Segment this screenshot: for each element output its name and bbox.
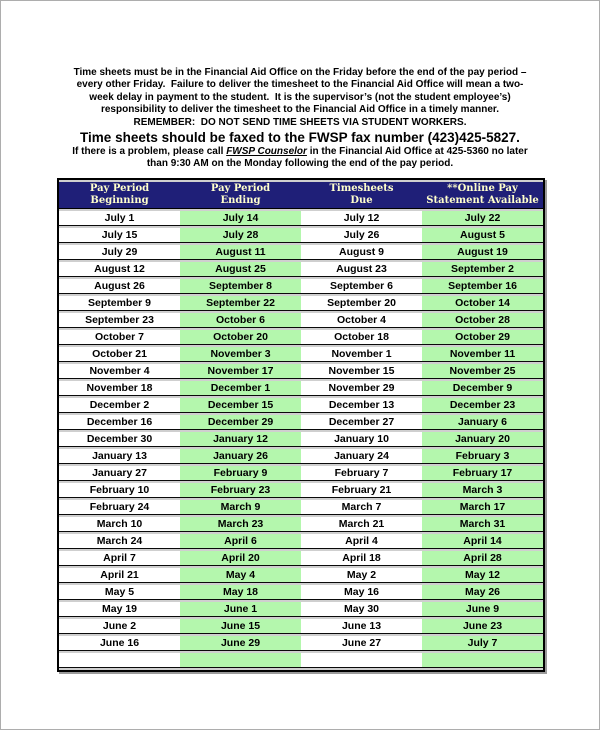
online-pay-statement-cell: August 5 — [422, 228, 543, 243]
table-row — [59, 262, 543, 277]
header-line: **Online Pay — [447, 183, 518, 194]
pay-period-beginning-cell: February 10 — [59, 483, 180, 498]
problem-suffix: in the Financial Aid Office at 425-5360 no later — [306, 146, 528, 158]
pay-period-ending-cell: April 20 — [180, 551, 301, 566]
pay-period-ending-cell: May 18 — [180, 585, 301, 600]
online-pay-statement-cell: March 17 — [422, 500, 543, 515]
pay-period-ending-cell: November 3 — [180, 347, 301, 362]
pay-period-ending-cell: February 23 — [180, 483, 301, 498]
timesheets-due-cell: May 16 — [301, 585, 422, 600]
pay-period-ending-cell: April 6 — [180, 534, 301, 549]
table-row — [59, 449, 543, 464]
table-row — [59, 568, 543, 583]
table-row — [59, 551, 543, 566]
online-pay-statement-cell: April 14 — [422, 534, 543, 549]
table-row — [59, 602, 543, 617]
table-row — [59, 313, 543, 328]
pay-period-beginning-cell: July 15 — [59, 228, 180, 243]
table-row — [59, 364, 543, 379]
header-timesheets-due — [301, 182, 422, 209]
pay-period-beginning-cell: April 7 — [59, 551, 180, 566]
pay-period-beginning-cell: July 1 — [59, 211, 180, 226]
timesheets-due-cell: March 21 — [301, 517, 422, 532]
table-row — [59, 228, 543, 243]
table-row — [59, 245, 543, 260]
pay-period-beginning-cell: September 23 — [59, 313, 180, 328]
online-pay-statement-cell: September 2 — [422, 262, 543, 277]
online-pay-statement-cell: August 19 — [422, 245, 543, 260]
timesheets-due-cell: November 1 — [301, 347, 422, 362]
online-pay-statement-cell: January 20 — [422, 432, 543, 447]
pay-period-ending-cell: June 29 — [180, 636, 301, 651]
table-row — [59, 296, 543, 311]
pay-period-ending-cell: March 23 — [180, 517, 301, 532]
timesheets-due-cell: December 27 — [301, 415, 422, 430]
pay-period-ending-cell: June 15 — [180, 619, 301, 634]
header-online-pay-statement — [422, 182, 543, 209]
table-row — [59, 517, 543, 532]
pay-period-beginning-cell: May 5 — [59, 585, 180, 600]
online-pay-statement-cell: December 23 — [422, 398, 543, 413]
intro-line-2: every other Friday. Failure to deliver the timesheet to the Financial Aid Office will mean a two- — [76, 79, 524, 91]
intro-line-3: week delay in payment to the student. It is the supervisor’s (not the student employee’s) — [89, 91, 511, 103]
table-header-row — [59, 182, 543, 209]
schedule-table-body — [59, 211, 543, 668]
pay-period-ending-cell: May 4 — [180, 568, 301, 583]
online-pay-statement-cell: October 29 — [422, 330, 543, 345]
pay-period-ending-cell: August 25 — [180, 262, 301, 277]
pay-period-ending-cell: December 29 — [180, 415, 301, 430]
pay-period-beginning-cell: December 16 — [59, 415, 180, 430]
pay-period-beginning-cell — [59, 653, 180, 668]
pay-period-beginning-cell: December 2 — [59, 398, 180, 413]
header-line: Due — [350, 195, 373, 206]
problem-note-line2: than 9:30 AM on the Monday following the end of the pay period. — [146, 158, 454, 170]
remember-line: REMEMBER: DO NOT SEND TIME SHEETS VIA STUDENT WORKERS. — [133, 116, 467, 128]
pay-period-ending-cell: October 20 — [180, 330, 301, 345]
header-line: Statement Available — [426, 195, 539, 206]
timesheets-due-cell: January 24 — [301, 449, 422, 464]
pay-period-beginning-cell: December 30 — [59, 432, 180, 447]
timesheets-due-cell: September 20 — [301, 296, 422, 311]
table-row — [59, 432, 543, 447]
online-pay-statement-cell: November 11 — [422, 347, 543, 362]
pay-period-ending-cell: June 1 — [180, 602, 301, 617]
pay-period-beginning-cell: April 21 — [59, 568, 180, 583]
timesheets-due-cell: February 7 — [301, 466, 422, 481]
table-row — [59, 381, 543, 396]
pay-period-ending-cell: August 11 — [180, 245, 301, 260]
online-pay-statement-cell: February 3 — [422, 449, 543, 464]
header-line: Pay Period — [210, 183, 271, 194]
pay-period-ending-cell: July 14 — [180, 211, 301, 226]
timesheets-due-cell: October 4 — [301, 313, 422, 328]
table-row — [59, 415, 543, 430]
pay-period-ending-cell: March 9 — [180, 500, 301, 515]
timesheets-due-cell: August 9 — [301, 245, 422, 260]
pay-period-ending-cell: September 22 — [180, 296, 301, 311]
problem-note-line1 — [1, 146, 599, 158]
table-row — [59, 619, 543, 634]
pay-period-ending-cell: July 28 — [180, 228, 301, 243]
table-row — [59, 279, 543, 294]
pay-period-ending-cell: January 12 — [180, 432, 301, 447]
timesheets-due-cell: February 21 — [301, 483, 422, 498]
timesheets-due-cell: November 29 — [301, 381, 422, 396]
header-line: Beginning — [90, 195, 149, 206]
header-line: Ending — [220, 195, 261, 206]
timesheets-due-cell: November 15 — [301, 364, 422, 379]
table-row — [59, 330, 543, 345]
pay-period-beginning-cell: October 21 — [59, 347, 180, 362]
pay-period-beginning-cell: November 18 — [59, 381, 180, 396]
table-row — [59, 347, 543, 362]
online-pay-statement-cell: May 26 — [422, 585, 543, 600]
pay-period-ending-cell: January 26 — [180, 449, 301, 464]
online-pay-statement-cell: September 16 — [422, 279, 543, 294]
online-pay-statement-cell — [422, 653, 543, 668]
timesheets-due-cell: June 27 — [301, 636, 422, 651]
pay-period-ending-cell: November 17 — [180, 364, 301, 379]
timesheets-due-cell — [301, 653, 422, 668]
pay-period-beginning-cell: October 7 — [59, 330, 180, 345]
table-row — [59, 211, 543, 226]
table-row — [59, 500, 543, 515]
fwsp-counselor-reference: FWSP Counselor — [226, 146, 307, 158]
online-pay-statement-cell: July 22 — [422, 211, 543, 226]
table-row — [59, 636, 543, 651]
pay-period-beginning-cell: July 29 — [59, 245, 180, 260]
table-row — [59, 653, 543, 668]
intro-line-1: Time sheets must be in the Financial Aid Office on the Friday before the end of the pay period – — [73, 67, 527, 78]
pay-period-beginning-cell: May 19 — [59, 602, 180, 617]
timesheets-due-cell: May 2 — [301, 568, 422, 583]
timesheets-due-cell: September 6 — [301, 279, 422, 294]
table-row — [59, 466, 543, 481]
table-row — [59, 534, 543, 549]
fax-instruction: Time sheets should be faxed to the FWSP fax number (423)425-5827. — [80, 130, 520, 146]
table-row — [59, 585, 543, 600]
timesheets-due-cell: December 13 — [301, 398, 422, 413]
timesheets-due-cell: May 30 — [301, 602, 422, 617]
header-pay-period-ending — [180, 182, 301, 209]
table-row — [59, 398, 543, 413]
pay-period-beginning-cell: August 12 — [59, 262, 180, 277]
timesheets-due-cell: March 7 — [301, 500, 422, 515]
pay-period-beginning-cell: January 13 — [59, 449, 180, 464]
intro-text — [1, 67, 599, 171]
online-pay-statement-cell: March 31 — [422, 517, 543, 532]
header-line: Pay Period — [89, 183, 150, 194]
online-pay-statement-cell: October 14 — [422, 296, 543, 311]
online-pay-statement-cell: December 9 — [422, 381, 543, 396]
pay-period-beginning-cell: September 9 — [59, 296, 180, 311]
online-pay-statement-cell: January 6 — [422, 415, 543, 430]
timesheets-due-cell: April 18 — [301, 551, 422, 566]
problem-prefix: If there is a problem, please call — [72, 146, 227, 158]
pay-period-beginning-cell: March 10 — [59, 517, 180, 532]
pay-period-ending-cell: October 6 — [180, 313, 301, 328]
online-pay-statement-cell: May 12 — [422, 568, 543, 583]
timesheets-due-cell: January 10 — [301, 432, 422, 447]
pay-period-ending-cell: September 8 — [180, 279, 301, 294]
pay-period-ending-cell: February 9 — [180, 466, 301, 481]
online-pay-statement-cell: June 9 — [422, 602, 543, 617]
pay-period-ending-cell — [180, 653, 301, 668]
intro-line-4: responsibility to deliver the timesheet to the Financial Aid Office in a timely manner. — [100, 104, 500, 116]
pay-period-ending-cell: December 15 — [180, 398, 301, 413]
online-pay-statement-cell: November 25 — [422, 364, 543, 379]
online-pay-statement-cell: March 3 — [422, 483, 543, 498]
header-line: Timesheets — [329, 183, 394, 194]
timesheets-due-cell: August 23 — [301, 262, 422, 277]
timesheets-due-cell: June 13 — [301, 619, 422, 634]
timesheets-due-cell: April 4 — [301, 534, 422, 549]
timesheets-due-cell: July 12 — [301, 211, 422, 226]
timesheets-due-cell: October 18 — [301, 330, 422, 345]
online-pay-statement-cell: June 23 — [422, 619, 543, 634]
pay-period-beginning-cell: August 26 — [59, 279, 180, 294]
pay-period-beginning-cell: March 24 — [59, 534, 180, 549]
online-pay-statement-cell: April 28 — [422, 551, 543, 566]
online-pay-statement-cell: July 7 — [422, 636, 543, 651]
pay-period-beginning-cell: June 16 — [59, 636, 180, 651]
online-pay-statement-cell: February 17 — [422, 466, 543, 481]
pay-schedule-table — [57, 178, 545, 672]
pay-period-ending-cell: December 1 — [180, 381, 301, 396]
pay-period-beginning-cell: January 27 — [59, 466, 180, 481]
pay-period-beginning-cell: June 2 — [59, 619, 180, 634]
pay-period-beginning-cell: February 24 — [59, 500, 180, 515]
header-pay-period-beginning — [59, 182, 180, 209]
pay-period-beginning-cell: November 4 — [59, 364, 180, 379]
online-pay-statement-cell: October 28 — [422, 313, 543, 328]
table-row — [59, 483, 543, 498]
timesheets-due-cell: July 26 — [301, 228, 422, 243]
